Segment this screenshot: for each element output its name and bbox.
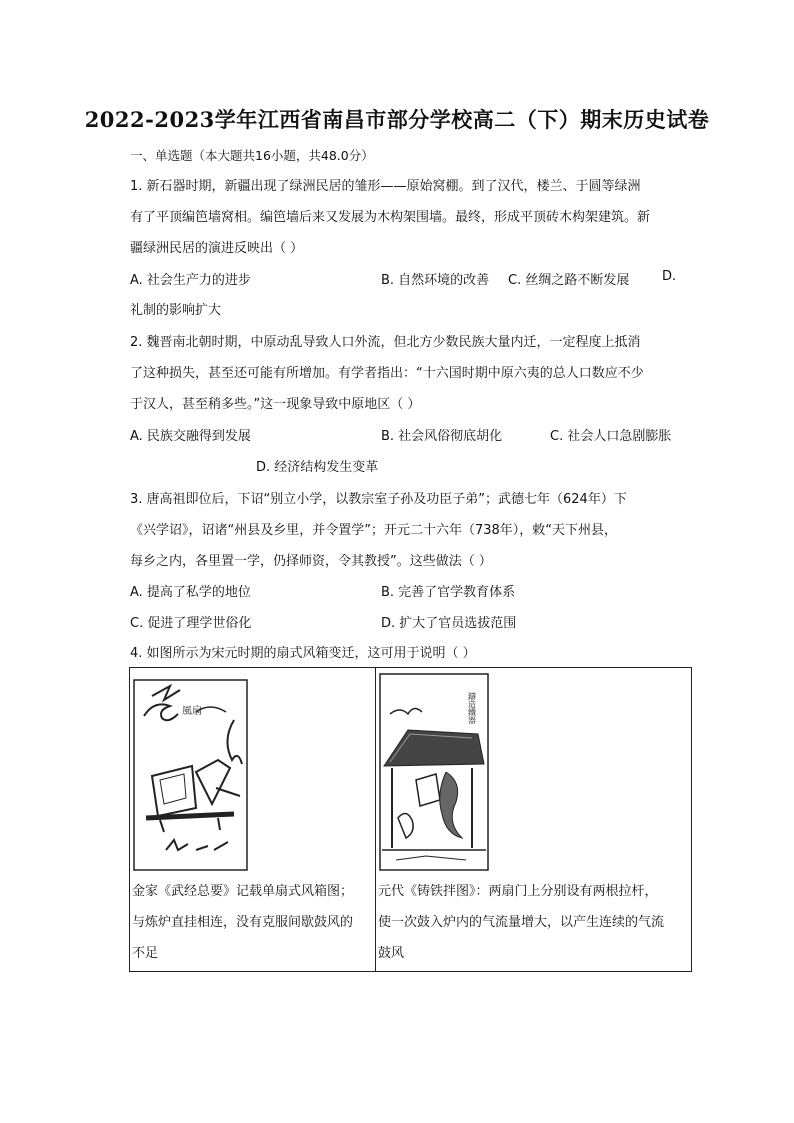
question-2 (130, 327, 690, 420)
q1-option-d[interactable]: D. (662, 269, 677, 284)
question-3-line: 《兴学诏》，诏诸“州县及乡里，并令置学”；开元二十六年（738年），敕“天下州县， (130, 523, 618, 538)
left-caption-line: 金家《武经总要》记载单扇式风箱图； (132, 884, 354, 899)
right-caption-line: 元代《铸铁拌图》：两扇门上分别设有两根拉杆， (378, 884, 658, 899)
figure-table (129, 667, 692, 972)
figure-left-cell (130, 668, 376, 972)
left-caption-line: 与炼炉直挂相连，没有克服间歇鼓风的 (132, 915, 354, 930)
q2-option-c[interactable]: C. 社会人口急剧膨胀 (550, 429, 672, 444)
right-caption (376, 876, 691, 969)
left-illustration (130, 668, 375, 876)
right-illustration (376, 668, 691, 876)
q3-option-d[interactable]: D. 扩大了官员选拔范围 (381, 616, 517, 631)
section-heading: 一、单选题（本大题共16小题，共48.0分） (130, 148, 374, 163)
q1-option-d-text: 礼制的影响扩大 (130, 303, 222, 318)
question-2-line: 了这种损失，甚至还可能有所增加。有学者指出：“十六国时期中原六夷的总人口数应不少 (130, 366, 644, 381)
question-4 (130, 638, 690, 669)
figure-right-cell (376, 668, 692, 972)
right-illustration-label: 鑄造鐵器 (467, 692, 477, 724)
question-1-line: 疆绿洲民居的演进反映出（ ） (130, 241, 304, 256)
question-3-line: 3. 唐高祖即位后，下诏“别立小学，以教宗室子孙及功臣子弟”；武德七年（624年）下 (130, 492, 627, 507)
question-3 (130, 484, 690, 577)
question-2-line: 2. 魏晋南北朝时期，中原动乱导致人口外流，但北方少数民族大量内迁，一定程度上抵消 (130, 335, 641, 350)
question-2-line: 于汉人，甚至稍多些。”这一现象导致中原地区（ ） (130, 397, 421, 412)
q2-option-b[interactable]: B. 社会风俗彻底胡化 (381, 429, 503, 444)
q1-option-a[interactable]: A. 社会生产力的进步 (130, 273, 251, 288)
question-4-line: 4. 如图所示为宋元时期的扇式风箱变迁，这可用于说明（ ） (130, 646, 476, 661)
right-caption-line: 鼓风 (378, 946, 405, 961)
question-1 (130, 171, 690, 264)
exam-title: 2022-2023学年江西省南昌市部分学校高二（下）期末历史试卷 (84, 107, 710, 132)
q1-option-c[interactable]: C. 丝绸之路不断发展 (508, 273, 630, 288)
left-illustration-label: 風扇 (182, 706, 202, 717)
question-1-line: 1. 新石器时期，新疆出现了绿洲民居的雏形——原始窝棚。到了汉代，楼兰、于圆等绿洲 (130, 179, 641, 194)
left-caption-line: 不足 (132, 946, 159, 961)
q2-option-d[interactable]: D. 经济结构发生变革 (256, 460, 379, 475)
right-caption-line: 使一次鼓入炉内的气流量增大，以产生连续的气流 (378, 915, 665, 930)
left-caption (130, 876, 375, 969)
q3-option-b[interactable]: B. 完善了官学教育体系 (381, 585, 516, 600)
q2-option-a[interactable]: A. 民族交融得到发展 (130, 429, 251, 444)
q1-option-b[interactable]: B. 自然环境的改善 (381, 273, 490, 288)
question-1-line: 有了平顶编笆墙窝相。编笆墙后来又发展为木构架围墙。最终，形成平顶砖木构架建筑。新 (130, 210, 651, 225)
q3-option-c[interactable]: C. 促进了理学世俗化 (130, 616, 252, 631)
q3-option-a[interactable]: A. 提高了私学的地位 (130, 585, 251, 600)
question-3-line: 每乡之内，各里置一学，仍择师资，令其教授”。这些做法（ ） (130, 554, 492, 569)
